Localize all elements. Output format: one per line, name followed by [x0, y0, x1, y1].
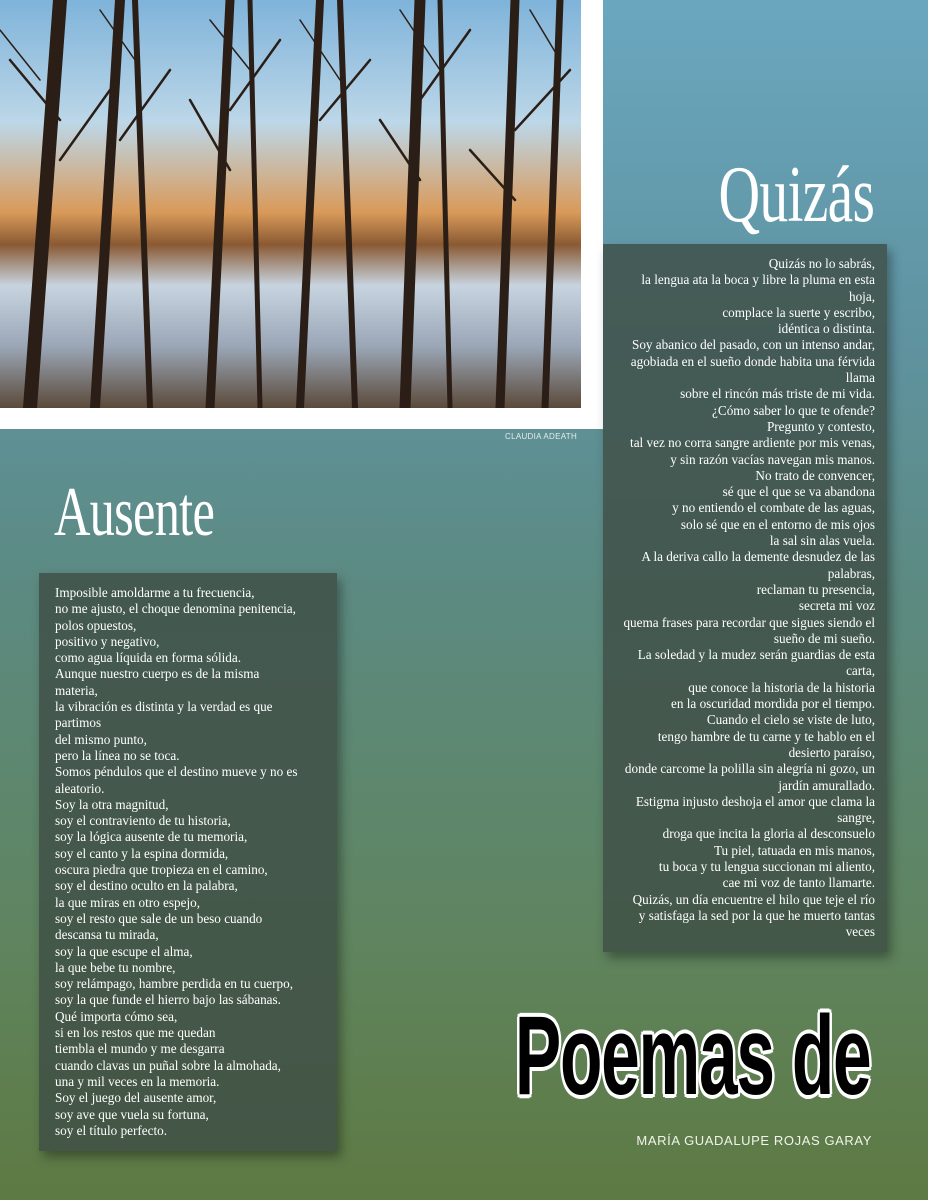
poem-title-quizas: Quizás: [718, 151, 874, 239]
poem-line: Imposible amoldarme a tu frecuencia,: [55, 585, 255, 600]
poem-line: droga que incita la gloria al desconsuelo: [662, 826, 875, 842]
poem-line: La soledad y la mudez serán guardias de esta carta,: [637, 647, 875, 679]
poem-line: A la deriva callo la demente desnudez de las palabras,: [641, 549, 875, 581]
author-name: MARÍA GUADALUPE ROJAS GARAY: [636, 1133, 872, 1148]
poem-title-ausente: Ausente: [54, 474, 215, 551]
poem-line: tu boca y tu lengua succionan mi aliento,: [658, 858, 875, 874]
poem-line: soy la que funde el hierro bajo las sábanas.: [55, 992, 281, 1008]
poem-line: la que miras en otro espejo,: [55, 894, 201, 910]
poem-line: solo sé que en el entorno de mis ojos: [680, 516, 875, 532]
poem-line: aleatorio.: [55, 780, 105, 796]
poem-line: soy el resto que sale de un beso cuando: [55, 910, 263, 926]
poem-line: materia,: [55, 682, 98, 698]
poem-line: una y mil veces en la memoria.: [55, 1073, 220, 1089]
poem-line: y satisfaga la sed por la que he muerto tantas veces: [638, 907, 875, 940]
poem-line: la vibración es distinta y la verdad es que: [55, 699, 273, 715]
poem-line: secreta mi voz: [798, 598, 875, 614]
poem-line: soy el canto y la espina dormida,: [55, 845, 229, 861]
poem-line: Aunque nuestro cuerpo es de la misma: [55, 666, 260, 682]
photo-credit: CLAUDIA ADEATH: [505, 432, 578, 441]
poem-line: pero la línea no se toca.: [55, 747, 180, 763]
page-title: Poemas de: [514, 993, 870, 1118]
poem-line: y sin razón vacías navegan mis manos.: [670, 451, 875, 467]
poem-line: soy la lógica ausente de tu memoria,: [55, 829, 248, 845]
poem-line: oscura piedra que tropieza en el camino,: [55, 862, 268, 878]
poem-line: la que bebe tu nombre,: [55, 959, 176, 975]
poem-line: quema frases para recordar que sigues siendo el sueño de mi sueño.: [623, 614, 875, 646]
poem-line: soy la que escupe el alma,: [55, 943, 193, 959]
poem-line: del mismo punto,: [55, 731, 147, 747]
poem-ausente-text: [55, 585, 337, 1139]
poem-quizas-text: [613, 256, 875, 940]
poem-line: reclaman tu presencia,: [756, 581, 875, 597]
poem-line: cuando clavas un puñal sobre la almohada,: [55, 1057, 281, 1073]
poem-line: no me ajusto, el choque denomina penitencia,: [55, 601, 296, 617]
poem-line: como agua líquida en forma sólida.: [55, 650, 242, 666]
poem-line: y no entiendo el combate de las aguas,: [672, 500, 875, 516]
poem-line: Cuando el cielo se viste de luto,: [706, 712, 875, 728]
poem-ausente-box: [39, 573, 337, 1151]
forest-lake-photo: [0, 0, 581, 408]
poem-line: que conoce la historia de la historia: [688, 679, 875, 695]
poem-line: Tu piel, tatuada en mis manos,: [713, 842, 875, 858]
poem-line: ¿Cómo saber lo que te ofende?: [712, 402, 875, 418]
poem-line: soy ave que vuela su fortuna,: [55, 1106, 209, 1122]
photo-frame: [0, 0, 603, 429]
poem-line: tal vez no corra sangre ardiente por mis venas,: [630, 435, 875, 451]
poem-line: soy el destino oculto en la palabra,: [55, 878, 238, 894]
poem-line: la lengua ata la boca y libre la pluma en esta hoja,: [641, 272, 875, 304]
poem-line: tiembla el mundo y me desgarra: [55, 1041, 225, 1057]
poem-line: la sal sin alas vuela.: [769, 533, 875, 549]
poem-line: positivo y negativo,: [55, 633, 160, 649]
tree-silhouettes: [0, 0, 581, 408]
poem-line: idéntica o distinta.: [777, 321, 875, 337]
poem-line: Quizás, un día encuentre el hilo que teje el río: [632, 891, 875, 907]
poem-quizas-box: [603, 244, 887, 952]
poem-line: soy relámpago, hambre perdida en tu cuerpo,: [55, 976, 294, 992]
poem-line: Pregunto y contesto,: [766, 418, 875, 434]
poem-line: Soy abanico del pasado, con un intenso andar,: [631, 337, 875, 353]
poem-line: No trato de convencer,: [755, 467, 875, 483]
poem-line: tengo hambre de tu carne y te hablo en el desierto paraíso,: [657, 728, 875, 760]
poem-line: Estigma injusto deshoja el amor que clama la sangre,: [635, 793, 875, 826]
poem-line: en la oscuridad mordida por el tiempo.: [671, 696, 875, 712]
poem-line: sobre el rincón más triste de mi vida.: [680, 386, 875, 402]
poem-line: Qué importa cómo sea,: [55, 1008, 178, 1024]
poem-line: polos opuestos,: [55, 617, 137, 633]
poem-line: soy el contraviento de tu historia,: [55, 813, 231, 829]
poem-line: Soy el juego del ausente amor,: [55, 1090, 217, 1106]
poem-line: Soy la otra magnitud,: [55, 796, 169, 812]
poem-line: agobiada en el sueño donde habita una férvida llama: [630, 353, 875, 386]
poem-line: si en los restos que me quedan: [55, 1025, 216, 1041]
poem-line: Somos péndulos que el destino mueve y no es: [55, 764, 298, 780]
poem-line: cae mi voz de tanto llamarte.: [722, 875, 875, 891]
poem-line: sé que el que se va abandona: [722, 484, 875, 500]
poem-line: descansa tu mirada,: [55, 927, 159, 943]
poem-line: partimos: [55, 715, 102, 731]
poem-line: soy el título perfecto.: [55, 1122, 168, 1138]
poem-line: Quizás no lo sabrás,: [768, 256, 875, 271]
poem-line: complace la suerte y escribo,: [722, 304, 875, 320]
poem-line: donde carcome la polilla sin alegría ni gozo, un jardín amurallado.: [624, 761, 875, 793]
